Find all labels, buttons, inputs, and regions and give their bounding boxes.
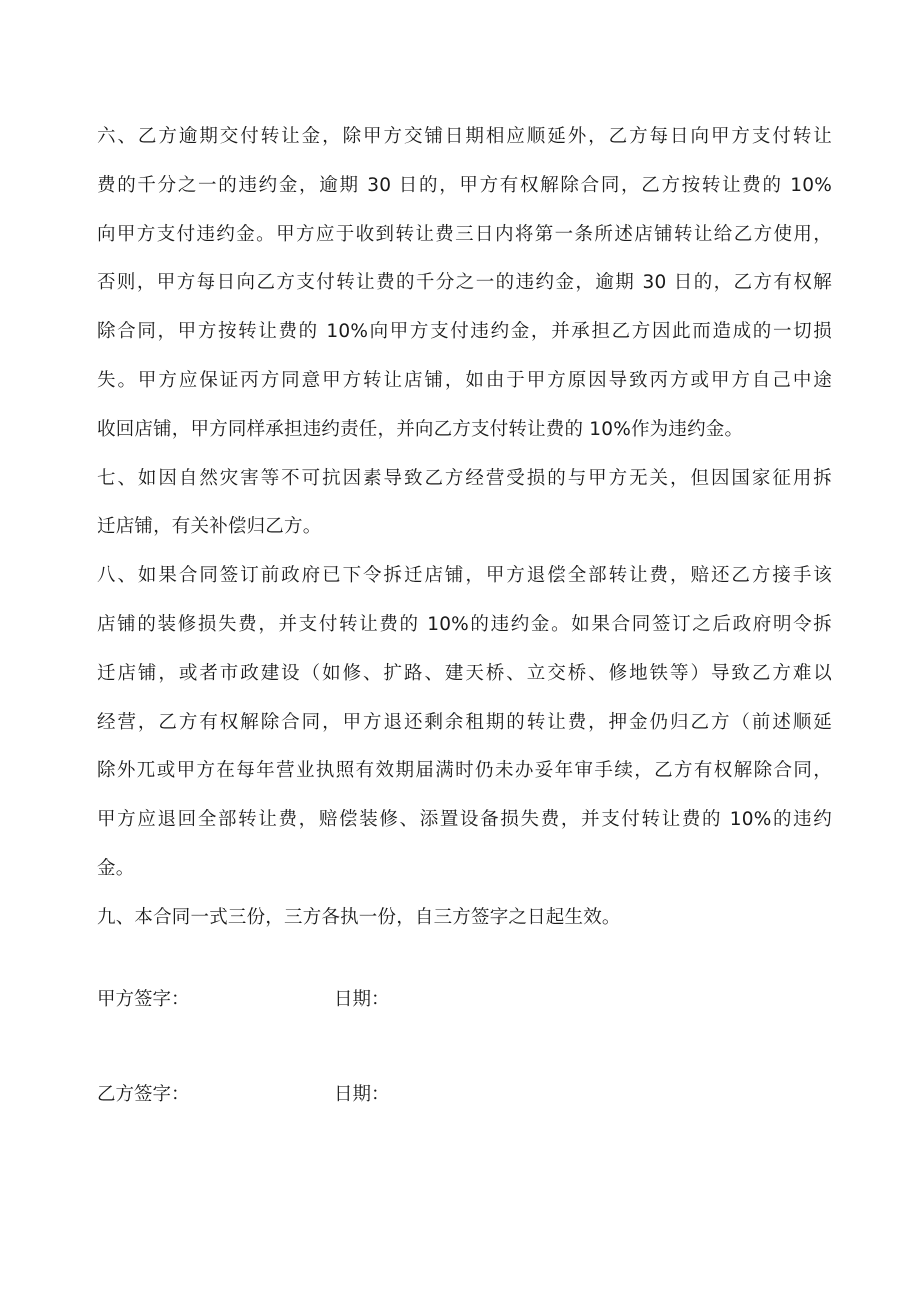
party-a-signature-label: 甲方签字： bbox=[97, 989, 190, 1010]
contract-body bbox=[97, 113, 832, 943]
clause-9-line: 九、本合同一式三份，三方各执一份，自三方签字之日起生效。 bbox=[97, 906, 621, 928]
clause-6-line: 失。甲方应保证丙方同意甲方转让店铺，如由于甲方原因导致丙方或甲方自己中途 bbox=[97, 369, 832, 391]
clause-6 bbox=[97, 113, 832, 455]
party-a-date-label: 日期： bbox=[334, 989, 390, 1010]
clause-7-line: 迁店铺，有关补偿归乙方。 bbox=[97, 516, 322, 538]
clause-8-line: 店铺的装修损失费，并支付转让费的 10%的违约金。如果合同签订之后政府明令拆 bbox=[97, 613, 832, 635]
clause-8-line: 经营，乙方有权解除合同，甲方退还剩余租期的转让费，押金仍归乙方（前述顺延 bbox=[97, 711, 832, 733]
clause-7-line: 七、如因自然灾害等不可抗因素导致乙方经营受损的与甲方无关，但因国家征用拆 bbox=[97, 467, 832, 489]
clause-6-line: 除合同，甲方按转让费的 10%向甲方支付违约金，并承担乙方因此而造成的一切损 bbox=[97, 321, 832, 343]
clause-6-line: 六、乙方逾期交付转让金，除甲方交铺日期相应顺延外，乙方每日向甲方支付转让 bbox=[97, 126, 832, 147]
party-b-signature-row bbox=[97, 1080, 697, 1110]
clause-9 bbox=[97, 894, 832, 943]
clause-6-line: 否则，甲方每日向乙方支付转让费的千分之一的违约金，逾期 30 日的，乙方有权解 bbox=[97, 272, 832, 294]
clause-8 bbox=[97, 552, 832, 894]
party-a-signature-row bbox=[97, 985, 697, 1015]
clause-8-line: 迁店铺，或者市政建设（如修、扩路、建天桥、立交桥、修地铁等）导致乙方难以 bbox=[97, 662, 832, 684]
clause-8-line: 甲方应退回全部转让费，赔偿装修、添置设备损失费，并支付转让费的 10%的违约 bbox=[97, 809, 832, 831]
clause-6-line: 收回店铺，甲方同样承担违约责任，并向乙方支付转让费的 10%作为违约金。 bbox=[97, 418, 744, 440]
clause-8-line: 金。 bbox=[97, 857, 135, 879]
clause-7 bbox=[97, 455, 832, 553]
clause-8-line: 八、如果合同签订前政府已下令拆迁店铺，甲方退偿全部转让费，赔还乙方接手该 bbox=[97, 565, 832, 587]
clause-8-line: 除外兀或甲方在每年营业执照有效期届满时仍未办妥年审手续，乙方有权解除合同， bbox=[97, 760, 832, 782]
clause-6-line: 费的千分之一的违约金，逾期 30 日的，甲方有权解除合同，乙方按转让费的 10% bbox=[97, 174, 832, 196]
clause-6-line: 向甲方支付违约金。甲方应于收到转让费三日内将第一条所述店铺转让给乙方使用， bbox=[97, 223, 832, 245]
party-b-date-label: 日期： bbox=[334, 1084, 390, 1105]
party-b-signature-label: 乙方签字： bbox=[97, 1084, 190, 1105]
